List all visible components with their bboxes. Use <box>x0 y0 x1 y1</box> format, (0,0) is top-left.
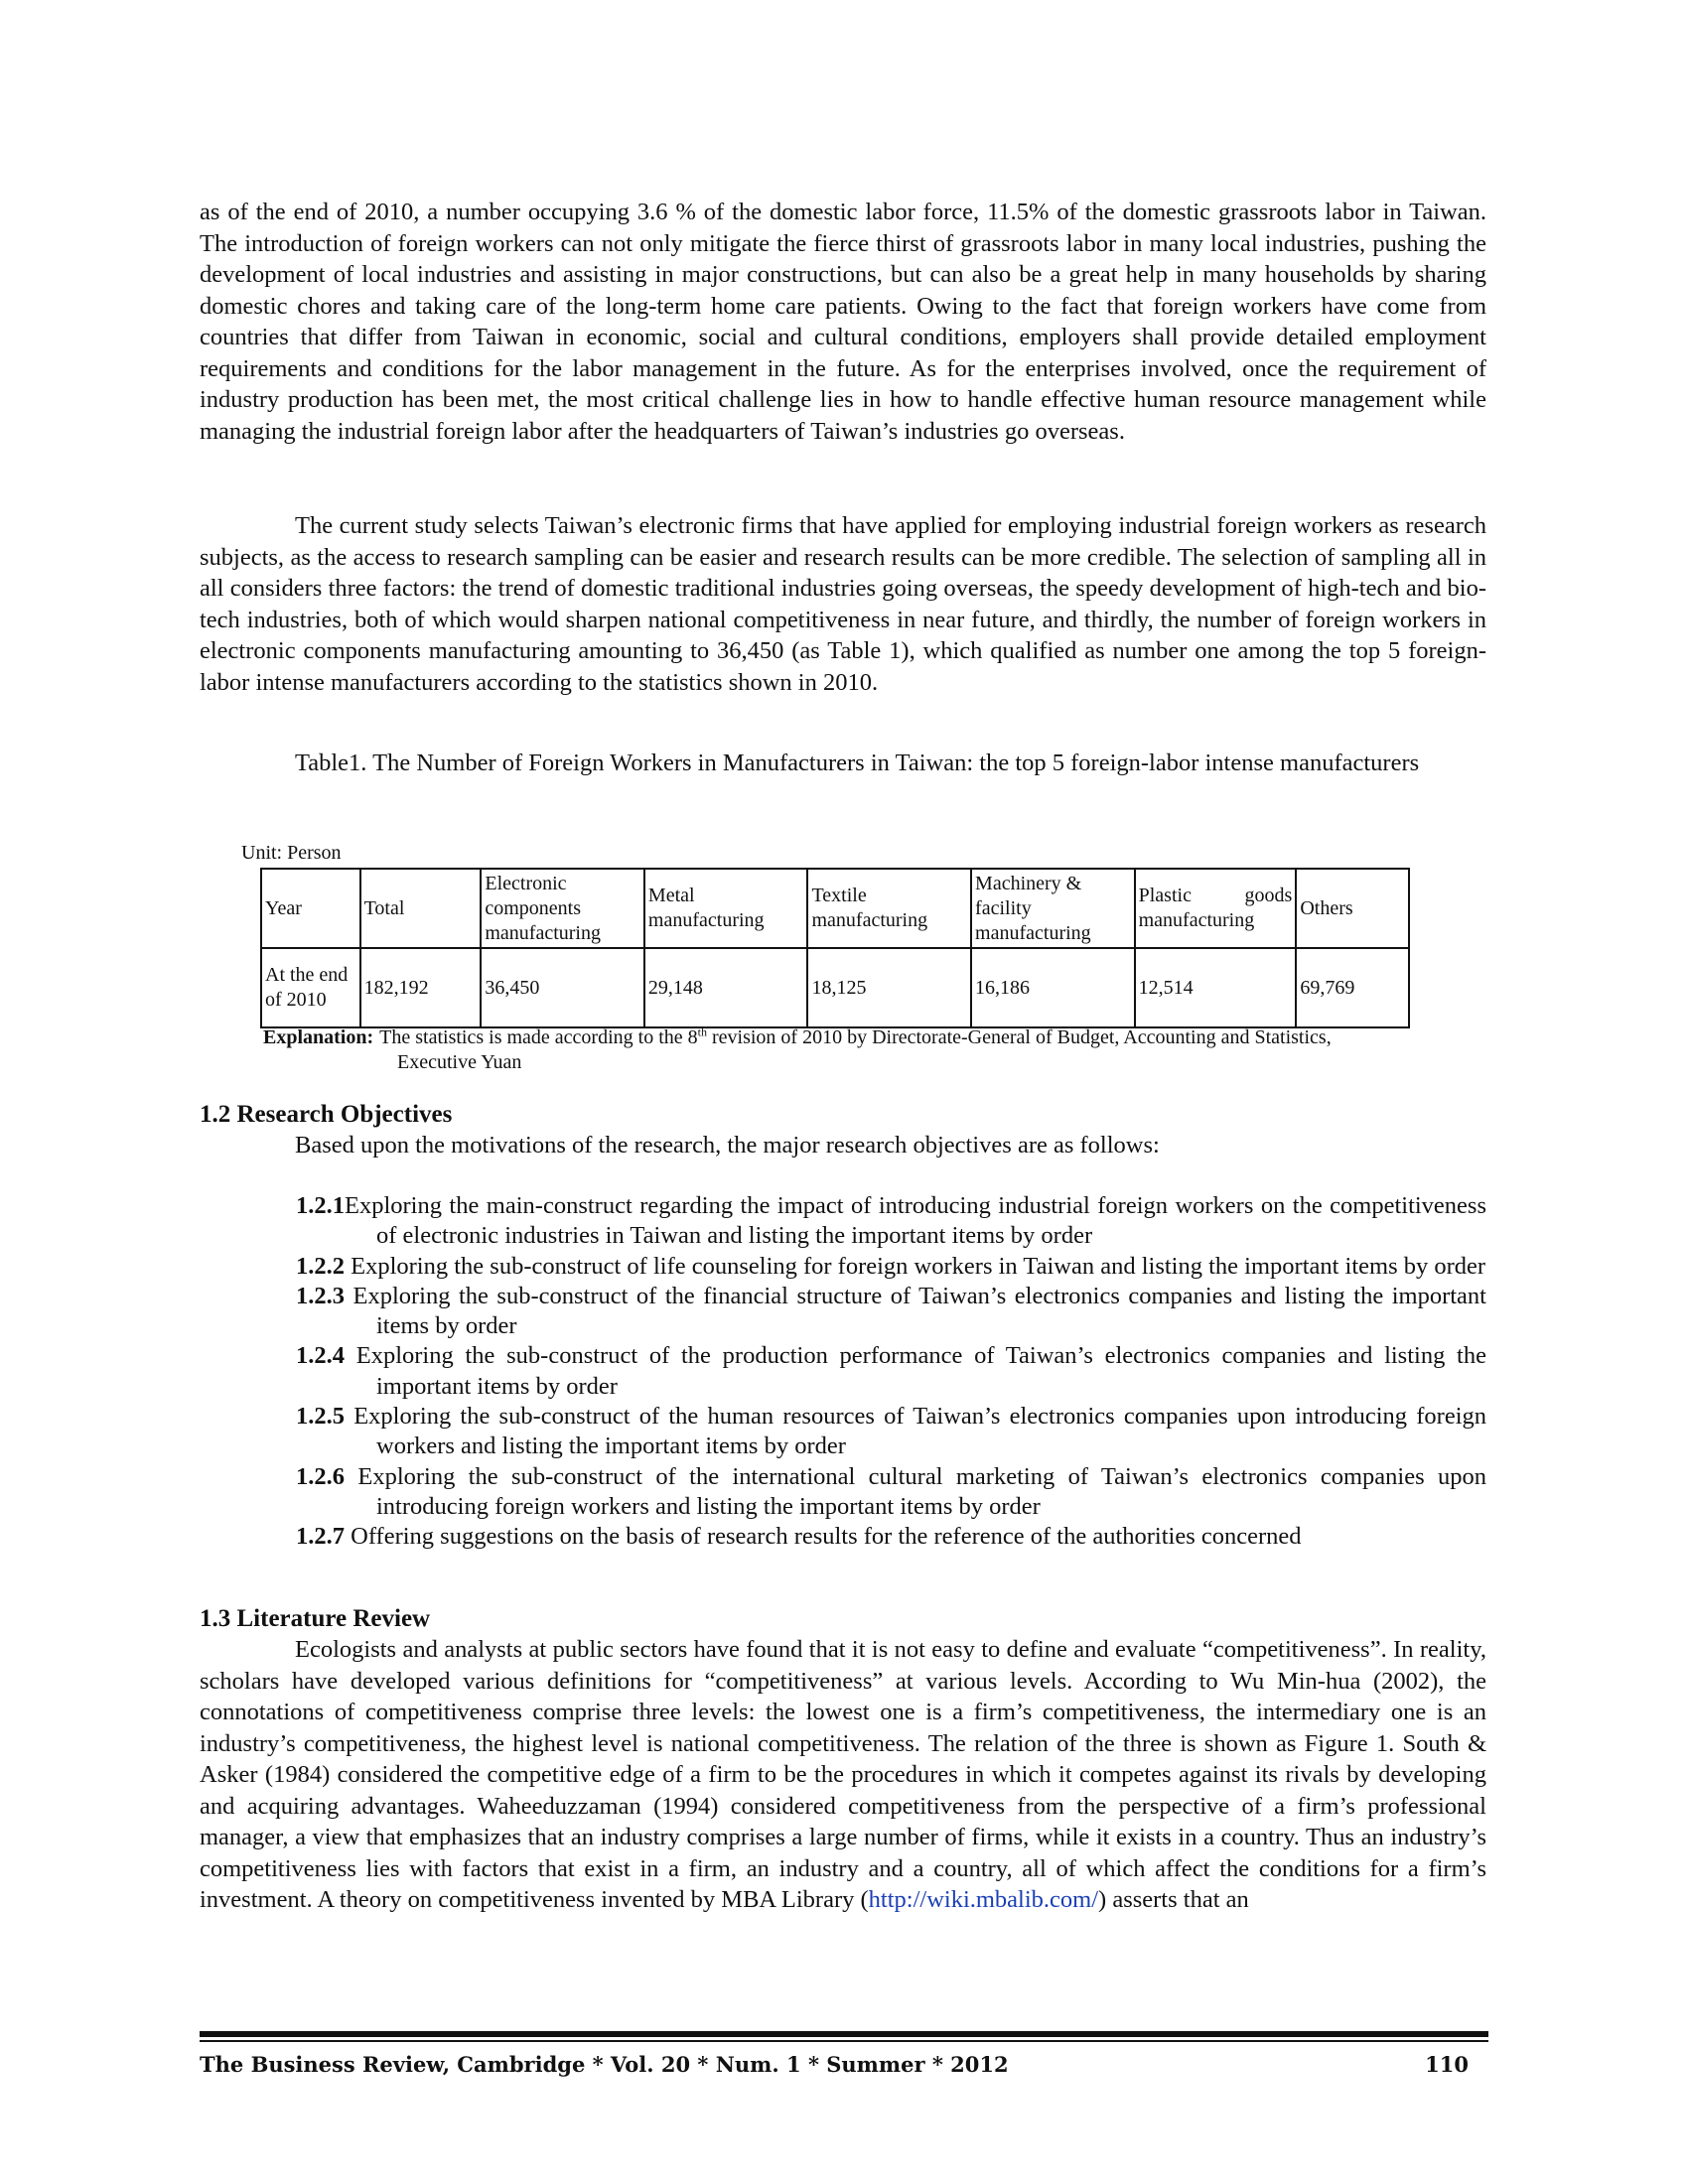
cell-electronic: 36,450 <box>481 948 644 1027</box>
cell-total: 182,192 <box>360 948 482 1027</box>
cell-plastic: 12,514 <box>1135 948 1297 1027</box>
header-plastic-word1: Plastic <box>1138 885 1192 906</box>
foreign-workers-table <box>260 868 1410 1028</box>
table-unit-label: Unit: Person <box>241 842 342 864</box>
header-others: Others <box>1296 869 1409 948</box>
item-number: 1.2.2 <box>296 1252 345 1280</box>
explanation-text-b: revision of 2010 by Directorate-General of Budget, Accounting and Statistics, <box>706 1026 1332 1048</box>
explanation-text <box>373 1025 1332 1050</box>
item-number: 1.2.3 <box>296 1282 345 1309</box>
explanation-label: Explanation: <box>263 1026 374 1048</box>
header-machinery: Machinery & facility manufacturing <box>971 869 1135 948</box>
table-row <box>261 948 1409 1027</box>
objectives-list <box>296 1191 1486 1553</box>
footer-rule-thick <box>200 2031 1488 2037</box>
header-electronic: Electronic components manufacturing <box>481 869 644 948</box>
section-heading-1-3: 1.3 Literature Review <box>200 1605 431 1632</box>
item-text: Offering suggestions on the basis of research results for the reference of the authorities concerned <box>345 1523 1302 1551</box>
explanation-text-a: The statistics is made according to the 8 <box>379 1026 698 1048</box>
mbalib-link[interactable]: http://wiki.mbalib.com/ <box>868 1886 1099 1913</box>
explanation-superscript: th <box>697 1024 707 1039</box>
header-plastic-word3: manufacturing <box>1138 909 1255 931</box>
body-paragraph-2: The current study selects Taiwan’s electronic firms that have applied for employing industrial foreign workers as research subjects, as the access to research sampling can be easier and research results can be more credible. The selection of sampling all in all considers three factors: the trend of domestic traditional industries going overseas, the speedy development of high-tech and bio-tech industries, both of which would sharpen national competitiveness in near future, and thirdly, the number of foreign workers in electronic components manufacturing amounting to 36,450 (as Table 1), which qualified as number one among the top 5 foreign-labor intense manufacturers according to the statistics shown in 2010. <box>200 512 1486 696</box>
table-header-row <box>261 869 1409 948</box>
item-text: Exploring the sub-construct of the human resources of Taiwan’s electronics companies upon introducing foreign workers and listing the important items by order <box>345 1403 1486 1460</box>
list-item <box>296 1282 1486 1342</box>
header-year: Year <box>261 869 360 948</box>
cell-machinery: 16,186 <box>971 948 1135 1027</box>
cell-metal: 29,148 <box>644 948 808 1027</box>
section-literature-review <box>200 1604 1486 1916</box>
item-text: Exploring the sub-construct of the financial structure of Taiwan’s electronics companies and listing the important items by order <box>345 1282 1486 1340</box>
header-plastic <box>1135 869 1297 948</box>
cell-others: 69,769 <box>1296 948 1409 1027</box>
list-item <box>296 1402 1486 1462</box>
header-plastic-word2: goods <box>1244 885 1293 906</box>
footer-rule-thin <box>200 2040 1488 2042</box>
header-total: Total <box>360 869 482 948</box>
cell-year: At the end of 2010 <box>261 948 360 1027</box>
list-item <box>296 1341 1486 1402</box>
literature-paragraph <box>200 1634 1486 1916</box>
item-number: 1.2.1 <box>296 1192 345 1219</box>
table-explanation <box>263 1025 1486 1075</box>
cell-textile: 18,125 <box>807 948 971 1027</box>
item-number: 1.2.4 <box>296 1342 345 1370</box>
section-research-objectives <box>200 1100 1486 1161</box>
list-item <box>296 1191 1486 1252</box>
item-number: 1.2.6 <box>296 1462 345 1490</box>
list-item <box>296 1252 1486 1282</box>
list-item <box>296 1462 1486 1523</box>
page-number: 110 <box>1425 2052 1469 2077</box>
journal-citation: The Business Review, Cambridge * Vol. 20 * Num. 1 * Summer * 2012 <box>200 2052 1009 2077</box>
item-number: 1.2.7 <box>296 1523 345 1551</box>
item-number: 1.2.5 <box>296 1403 345 1431</box>
header-metal: Metal manufacturing <box>644 869 808 948</box>
page-footer <box>200 2052 1486 2077</box>
objectives-intro: Based upon the motivations of the research, the major research objectives are as follows: <box>295 1132 1160 1159</box>
section-heading-1-2: 1.2 Research Objectives <box>200 1101 453 1128</box>
table-caption: Table1. The Number of Foreign Workers in Manufacturers in Taiwan: the top 5 foreign-labor intense manufacturers <box>295 750 1420 776</box>
item-text: Exploring the sub-construct of life counseling for foreign workers in Taiwan and listing the important items by order <box>345 1252 1486 1280</box>
item-text: Exploring the sub-construct of the production performance of Taiwan’s electronics companies and listing the important items by order <box>345 1342 1486 1400</box>
header-textile: Textile manufacturing <box>807 869 971 948</box>
item-text: Exploring the sub-construct of the international cultural marketing of Taiwan’s electronics companies upon introducing foreign workers and listing the important items by order <box>345 1462 1486 1520</box>
list-item <box>296 1522 1486 1552</box>
literature-text-end: ) asserts that an <box>1098 1886 1249 1913</box>
explanation-continuation: Executive Yuan <box>397 1051 522 1073</box>
literature-text: Ecologists and analysts at public sectors have found that it is not easy to define and evaluate “competitiveness”. In reality, scholars have developed various definitions for “competitiveness” at various levels. According to Wu Min-hua (2002), the connotations of competitiveness comprise three levels: the lowest one is a firm’s competitiveness, the intermediary one is an industry’s competitiveness, the highest level is national competitiveness. The relation of the three is shown as Figure 1. South & Asker (1984) considered the competitive edge of a firm to be the procedures in which it competes against its rivals by developing and acquiring advantages. Waheeduzzaman (1994) considered competitiveness from the perspective of a firm’s professional manager, a view that emphasizes that an industry comprises a large number of firms, while it exists in a country. Thus an industry’s competitiveness lies with factors that exist in a firm, an industry and a country, all of which affect the conditions for a firm’s investment. A theory on competitiveness invented by MBA Library ( <box>200 1636 1486 1913</box>
body-paragraph-1: as of the end of 2010, a number occupying 3.6 % of the domestic labor force, 11.5% of the domestic grassroots labor in Taiwan. The introduction of foreign workers can not only mitigate the fierce thirst of grassroots labor in many local industries, pushing the development of local industries and assisting in major constructions, but can also be a great help in many households by sharing domestic chores and taking care of the long-term home care patients. Owing to the fact that foreign workers have come from countries that differ from Taiwan in economic, social and cultural conditions, employers shall provide detailed employment requirements and conditions for the labor management in the future. As for the enterprises involved, once the requirement of industry production has been met, the most critical challenge lies in how to handle effective human resource management while managing the industrial foreign labor after the headquarters of Taiwan’s industries go overseas. <box>200 199 1486 445</box>
item-text: Exploring the main-construct regarding the impact of introducing industrial foreign workers on the competitiveness of electronic industries in Taiwan and listing the important items by order <box>345 1192 1486 1250</box>
